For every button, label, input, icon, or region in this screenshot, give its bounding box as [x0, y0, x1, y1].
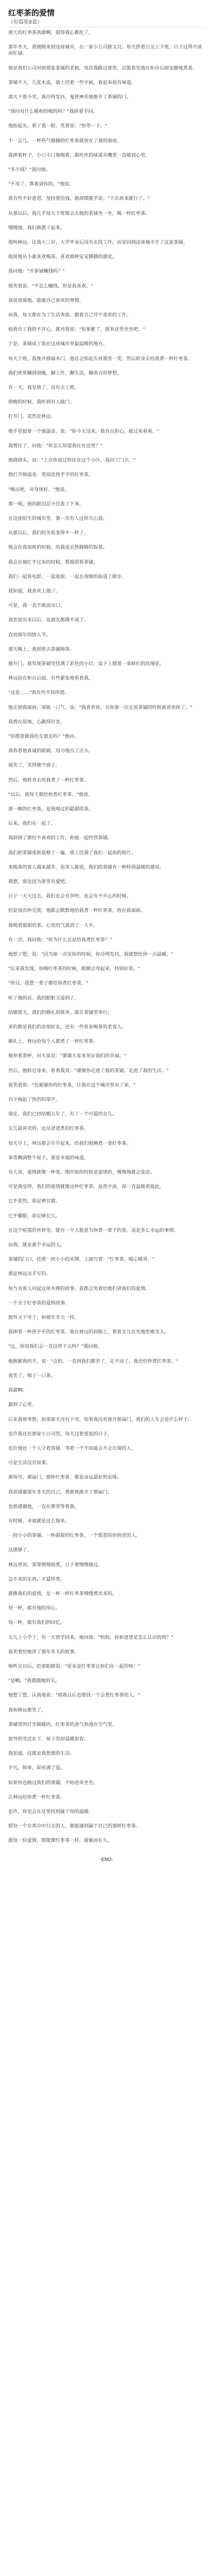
- paragraph: 他会在我加班的时候，给我送去热腾腾的饭菜。: [8, 545, 108, 551]
- paragraph-gap: [8, 887, 205, 893]
- paragraph-gap: [8, 350, 205, 356]
- paragraph: 慢慢地，我们熟悉了起来。: [8, 225, 65, 231]
- paragraph-gap: [8, 1352, 205, 1359]
- paragraph: 推开门，我发现茶铺里挂满了彩色的小灯，桌子上摆着一束鲜红的玫瑰花。: [8, 660, 165, 667]
- paragraph-gap: [8, 974, 205, 980]
- paragraph-gap: [8, 364, 205, 370]
- page-subtitle: （短篇集8篇）: [8, 20, 43, 25]
- paragraph-gap: [8, 1411, 205, 1417]
- paragraph-gap: [8, 451, 205, 457]
- paragraph: 我很感谢那年冬天的自己，勇敢地推开了那扇门。: [8, 1489, 113, 1495]
- paragraph-gap: [8, 1512, 205, 1518]
- paragraph: 我看着他真诚的眼睛，用力地点了点头。: [8, 748, 94, 754]
- paragraph-gap: [8, 844, 205, 850]
- paragraph: 有一天，我发烧了，没有去上班。: [8, 385, 79, 391]
- paragraph: "所以，我想一辈子都给你煮红枣茶。": [8, 980, 88, 987]
- paragraph-gap: [8, 873, 205, 879]
- page-title: 红枣茶的爱情: [8, 8, 55, 18]
- paragraph-gap: [8, 74, 205, 80]
- paragraph-gap: [8, 1091, 205, 1097]
- paragraph-gap: [8, 1483, 205, 1489]
- paragraph: 那场雪，那扇门，那杯红枣茶，都是命运最好的安排。: [8, 1475, 122, 1481]
- paragraph: "以后，我每天都给你煮红枣茶。"他说。: [8, 791, 93, 798]
- paragraph: "不用了，算我请你的。"他说。: [8, 181, 74, 188]
- paragraph-gap: [8, 1032, 205, 1039]
- paragraph: 窗外又下雪了，和那年冬天一样。: [8, 1315, 79, 1321]
- paragraph-gap: [8, 175, 205, 181]
- paragraph-gap: [8, 1222, 205, 1228]
- paragraph-gap: [8, 1207, 205, 1213]
- paragraph: 日子一天天过去，我们也会有争吵，也会有不开心的时候。: [8, 893, 131, 900]
- paragraph: 每当有客人问起这块木牌的故事，我都会笑着给他们讲我们的爱情。: [8, 1285, 150, 1292]
- paragraph: 我捧着杯子，小口小口地喝着，甜丝丝的味道从嘴里一直暖到心里。: [8, 152, 150, 158]
- paragraph-gap: [8, 1381, 205, 1387]
- paragraph: 在这个喧嚣的世界里，能有一个人愿意为你煮一辈子的茶，该是多么幸运的事情。: [8, 1227, 179, 1233]
- paragraph-gap: [8, 727, 205, 734]
- paragraph-gap: [8, 1425, 205, 1431]
- paragraph: "这是……"我有些不知所措。: [8, 690, 69, 696]
- paragraph: 可是我觉得，我们的爱情就像这杯红枣茶，虽然平淡，却一直温暖着彼此。: [8, 1184, 165, 1190]
- paragraph-gap: [8, 1163, 205, 1170]
- paragraph-gap: [8, 292, 205, 298]
- paragraph-gap: [8, 684, 205, 690]
- paragraph-gap: [8, 262, 205, 268]
- paragraph-gap: [8, 1759, 205, 1765]
- paragraph-gap: [8, 1744, 205, 1751]
- paragraph: 结婚那天，我们的婚礼很简单，就在茶铺里举行。: [8, 1009, 113, 1015]
- paragraph-gap: [8, 1832, 205, 1838]
- paragraph: 可是生活没有如果。: [8, 1460, 51, 1466]
- paragraph: 他看出了我的不开心，就对我说："如果累了，就来这里坐坐吧。": [8, 327, 145, 333]
- paragraph-gap: [8, 1018, 205, 1024]
- paragraph-gap: [8, 1337, 205, 1344]
- paragraph: 他握紧我的手，说："会的，一直到我们都老了，走不动了，我还给你煮红枣茶。": [8, 1358, 179, 1364]
- paragraph-gap: [8, 1701, 205, 1707]
- paragraph-gap: [8, 669, 205, 675]
- paragraph-gap: [8, 1716, 205, 1722]
- paragraph-gap: [8, 1294, 205, 1300]
- paragraph-gap: [8, 320, 205, 327]
- paragraph: 我捧着一杯热乎乎的红枣茶，靠在林远的肩膀上，看着女儿在雪地里堆雪人。: [8, 1329, 169, 1335]
- paragraph: 我知道，我喜欢上他了。: [8, 588, 61, 594]
- paragraph-gap: [8, 205, 205, 211]
- paragraph-gap: [8, 1686, 205, 1692]
- paragraph-gap: [8, 1323, 205, 1329]
- paragraph-gap: [8, 1192, 205, 1198]
- paragraph: 这就够了。: [8, 1547, 32, 1553]
- paragraph: 也很感谢他，一直在那里等着我。: [8, 1503, 79, 1510]
- paragraph-gap: [8, 800, 205, 806]
- paragraph: 一间小小的茶铺，一杯甜甜的红枣茶，一个愿意陪你到老的人。: [8, 1533, 141, 1539]
- paragraph-gap: [8, 1367, 205, 1373]
- paragraph: 他挠挠头，说："上次你说过你住在这个小区，我问了门卫。": [8, 457, 136, 464]
- paragraph: 他笑着说："不怎么赚钱，但是我喜欢。": [8, 283, 93, 289]
- paragraph: 然后，他转过身来，看着我说："谢谢你走进了我的茶铺，走进了我的生活。": [8, 1067, 169, 1074]
- paragraph-gap: [8, 1657, 205, 1664]
- paragraph-gap: [8, 1280, 205, 1286]
- paragraph-gap: [8, 1062, 205, 1068]
- paragraph-gap: [8, 422, 205, 429]
- paragraph-gap: [8, 713, 205, 719]
- paragraph: 愿每一份爱情，都能像红枣茶一样，甜蜜而长久。: [8, 1838, 113, 1844]
- paragraph-gap: [8, 742, 205, 748]
- paragraph: 他抬起头，看了我一眼，笑着说："你等一下。": [8, 123, 108, 129]
- paragraph: 茶铺不大，几张木桌，墙上挂着一些字画，看起来很有味道。: [8, 79, 136, 86]
- paragraph: 那天的红枣茶真甜啊，甜得我心都化了。: [8, 30, 94, 36]
- paragraph: 茶铺里的灯光暖暖的，红枣茶的香气弥漫在空气里。: [8, 1721, 117, 1727]
- paragraph-gap: [8, 1454, 205, 1460]
- paragraph: "远，你说我们会一直这样下去吗？"我问他。: [8, 1344, 103, 1350]
- paragraph: 我笑着说："也谢谢你的红枣茶，让我在这个城市里有了家。": [8, 1082, 136, 1088]
- paragraph-gap: [8, 1309, 205, 1315]
- paragraph: 从那以后，我们的关系变得不一样了。: [8, 530, 89, 536]
- paragraph: 我们常常聊到很晚，聊工作，聊生活，聊各自的梦想。: [8, 370, 122, 376]
- paragraph: 我想，那是因为茶里有爱吧。: [8, 878, 70, 885]
- paragraph-gap: [8, 1396, 205, 1402]
- paragraph: 台下响起了热烈的掌声。: [8, 1097, 61, 1103]
- paragraph-gap: [8, 1541, 205, 1547]
- paragraph-gap: [8, 132, 205, 138]
- paragraph-gap: [8, 1076, 205, 1082]
- paragraph: 不一会儿，一杯热气腾腾的红枣茶就放在了我的面前。: [8, 138, 122, 144]
- paragraph: 茶香飘满整个屋子，那是幸福的味道。: [8, 1155, 89, 1161]
- paragraph-gap: [8, 1105, 205, 1111]
- paragraph: 就像我们的爱情，是一杯一杯红枣茶慢慢煮出来的。: [8, 1590, 117, 1597]
- paragraph: 来的都是我们的亲朋好友，还有一些常来喝茶的老客人。: [8, 1024, 127, 1030]
- paragraph: 他叫林远，比我大三岁，大学毕业后没有去找工作，而是回到这座城市开了这家茶铺。: [8, 240, 188, 246]
- paragraph: 婚礼上，林远给每个人都煮了一杯红枣茶。: [8, 1039, 98, 1045]
- paragraph: 从那以后，我几乎每天下班都会去他的茶铺坐一坐，喝一杯红枣茶。: [8, 210, 150, 216]
- paragraph: 我笑着给她讲了那年冬天的故事。: [8, 1649, 79, 1655]
- paragraph-gap: [8, 553, 205, 560]
- paragraph: 打开门，竟然是林远。: [8, 414, 56, 420]
- paragraph: 林远常说，茶要慢慢地煮，日子要慢慢地过。: [8, 1562, 103, 1568]
- paragraph: 窗外的雪还在下，屋子里却温暖如春。: [8, 1736, 89, 1742]
- paragraph: 来喝茶的客人越来越多，很多人都说，我们的茶铺有一种特别温暖的感觉。: [8, 864, 165, 870]
- paragraph: 我辞掉了那份不喜欢的工作，和他一起经营茶铺。: [8, 835, 113, 841]
- paragraph-gap: [8, 437, 205, 443]
- paragraph-gap: [8, 1599, 205, 1605]
- paragraph: 我问他："开茶铺赚钱吗？": [8, 268, 65, 275]
- paragraph: "请问有什么暖和的喝的吗？"我搓着手问。: [8, 109, 98, 115]
- paragraph-gap: [8, 917, 205, 923]
- paragraph-gap: [8, 1149, 205, 1155]
- paragraph-gap: [8, 1498, 205, 1504]
- paragraph-gap: [8, 1265, 205, 1271]
- paragraph: 真甜啊。: [8, 1387, 27, 1394]
- paragraph: 我知道，这就是我想要的生活。: [8, 1751, 75, 1757]
- paragraph: 也许我还在那家小公司里，每天过着重复的日子。: [8, 1431, 113, 1437]
- paragraph: 那年冬天，我刚刚来到这座城市，在一家小公司做文员。每天挤着公交上下班，日子过得平淡而忙碌。: [8, 44, 202, 57]
- paragraph-gap: [8, 1047, 205, 1053]
- paragraph: 那天晚上，我照常去茶铺喝茶。: [8, 646, 75, 652]
- paragraph-gap: [8, 1527, 205, 1533]
- paragraph: 那是林远亲手写的。: [8, 1271, 51, 1277]
- paragraph-gap: [8, 190, 205, 196]
- paragraph: 女儿上小学了，有一天放学回来，她问我："妈妈，你和爸爸是怎么认识的呀？": [8, 1634, 173, 1640]
- paragraph-gap: [8, 1120, 205, 1126]
- paragraph-gap: [8, 626, 205, 632]
- paragraph: 我愣在原地，心跳得厉害。: [8, 719, 65, 725]
- paragraph-gap: [8, 1004, 205, 1010]
- paragraph-gap: [8, 306, 205, 312]
- paragraph-gap: [8, 1614, 205, 1620]
- paragraph-gap: [8, 1556, 205, 1562]
- paragraph-gap: [8, 829, 205, 835]
- paragraph-gap: [8, 233, 205, 240]
- paragraph-gap: [8, 1570, 205, 1577]
- paragraph: 也许他还一个人守着茶铺，等着一个不知道会不会出现的人。: [8, 1445, 136, 1451]
- paragraph-gap: [8, 786, 205, 792]
- paragraph: 他打开保温壶，里面是热乎乎的红枣茶。: [8, 472, 94, 478]
- paragraph-gap: [8, 1817, 205, 1823]
- paragraph-gap: [8, 699, 205, 705]
- paragraph: 然后，他转身去给我煮了一杯红枣茶。: [8, 777, 89, 783]
- paragraph-gap: [8, 931, 205, 937]
- paragraph-gap: [8, 88, 205, 94]
- paragraph: 有人说，爱情就像一杯茶，刚开始的时候是滚烫的，慢慢地就会变凉。: [8, 1170, 155, 1176]
- paragraph-gap: [8, 902, 205, 908]
- paragraph-gap: [8, 756, 205, 762]
- paragraph: 可是，我一直不敢说出口。: [8, 603, 65, 609]
- paragraph-gap: [8, 771, 205, 777]
- paragraph: 他想了想，说："因为第一次见你的时候，你冷得发抖，我就想给你一点温暖。": [8, 952, 173, 957]
- paragraph: 傍晚的时候，我听到有人敲门。: [8, 399, 75, 405]
- paragraph: 于是，茶铺成了我在这座城市里最温暖的地方。: [8, 341, 108, 347]
- paragraph: 他举着茶杯，对大家说："谢谢大家来见证我们的幸福。": [8, 1053, 126, 1059]
- paragraph: 每一杯，都有他的用心。: [8, 1605, 61, 1612]
- paragraph: 平凡，简单，却充满了爱。: [8, 1765, 65, 1771]
- paragraph: 直到那年的情人节。: [8, 632, 51, 638]
- paragraph: 有时候，幸福就是这么简单。: [8, 1518, 70, 1524]
- paragraph: 它不耀眼，却足够长久。: [8, 1213, 61, 1219]
- paragraph-gap: [8, 1788, 205, 1794]
- paragraph: 我笑了，喝了一口茶。: [8, 1372, 56, 1379]
- paragraph: 每一杯，都有我们的回忆。: [8, 1620, 65, 1626]
- paragraph: 每天下班，我推开那扇木门，他总会抬起头对我笑一笑，然后转身去给我煮一杯红枣茶。: [8, 355, 193, 362]
- paragraph-gap: [8, 248, 205, 254]
- paragraph: 我有些不好意思，坚持要给钱，他却摆摆手说："下次再来就行了。": [8, 196, 150, 202]
- paragraph-gap: [8, 1178, 205, 1184]
- paragraph-gap: [8, 524, 205, 530]
- paragraph: 如果你也路过我们的茶铺，不妨进来坐坐。: [8, 1780, 98, 1786]
- paragraph-gap: [8, 1250, 205, 1257]
- paragraph-gap: [8, 393, 205, 399]
- paragraph: 而我，就是那个幸运的人。: [8, 1242, 65, 1248]
- paragraph-gap: [8, 1236, 205, 1242]
- paragraph: 那天下着小雪，我冷得发抖，鬼使神差地推开了茶铺的门。: [8, 94, 131, 100]
- paragraph: 女儿最喜欢的，也是爸爸煮的红枣茶。: [8, 1126, 89, 1132]
- paragraph-gap: [8, 1672, 205, 1678]
- paragraph: "喝点吧，对身体好。"他说。: [8, 486, 69, 493]
- paragraph-gap: [8, 1134, 205, 1141]
- paragraph: 林远站在柜台后面，有些紧张地看着我。: [8, 675, 94, 682]
- paragraph: 现在，我们已经结婚五年了，有了一个可爱的女儿。: [8, 1111, 117, 1117]
- paragraph-gap: [8, 161, 205, 167]
- paragraph: 他说他从小就喜欢喝茶，喜欢那种安安静静的感觉。: [8, 254, 117, 260]
- paragraph: 也许，你也会在这里找到属于你的温暖。: [8, 1808, 94, 1815]
- paragraph: 茶铺的门口，挂着一块小小的木牌，上面写着："红枣茶，暖心暖胃。": [8, 1257, 155, 1263]
- paragraph: 那一晚的红枣茶，是我喝过的最甜的茶。: [8, 806, 94, 812]
- paragraph-gap: [8, 597, 205, 603]
- paragraph: 我们一起看电影，一起逛街，一起在夜晚的街道上散步。: [8, 573, 127, 580]
- paragraph-gap: [8, 960, 205, 966]
- paragraph: 他是我们公司对面那家茶铺的老板，每次我路过那里，总能看见他在柜台后面安静地煮茶。: [8, 65, 198, 71]
- paragraph: 后来我常常想，如果那天没有下雪，如果我没有推开那扇门，我们的人生会是什么样子。: [8, 1416, 193, 1422]
- paragraph-gap: [8, 1585, 205, 1591]
- paragraph-gap: [8, 59, 205, 65]
- paragraph-gap: [8, 640, 205, 647]
- paragraph: 在这座陌生的城市里，第一次有人这样关心我。: [8, 515, 108, 521]
- paragraph: 我和林远都笑了。: [8, 1707, 46, 1713]
- paragraph: 他走到我面前，深吸一口气，说："我喜欢你，从你第一次走进茶铺的时候就喜欢你了。": [8, 704, 192, 710]
- paragraph-gap: [8, 466, 205, 472]
- paragraph-gap: [8, 1774, 205, 1780]
- paragraph-gap: [8, 945, 205, 952]
- paragraph-gap: [8, 611, 205, 617]
- paragraph: 让林远给你煮一杯红枣茶。: [8, 1794, 65, 1800]
- paragraph-gap: [8, 117, 205, 123]
- paragraph-gap: [8, 481, 205, 487]
- paragraph: "你愿意做我的女朋友吗？"他问。: [8, 733, 79, 739]
- paragraph-gap: [8, 582, 205, 588]
- paragraph: 我怕说出来以后，连朋友都做不成了。: [8, 617, 89, 623]
- paragraph: 那一刻，我的眼泪忍不住流了下来。: [8, 501, 84, 507]
- paragraph-gap: [8, 277, 205, 283]
- paragraph-gap: [8, 1803, 205, 1809]
- paragraph-gap: [8, 989, 205, 995]
- paragraph-gap: [8, 815, 205, 821]
- paragraph-gap: [8, 1629, 205, 1635]
- paragraph: 愿每一个在寒冷中行走的人，都能遇到属于自己的那杯红枣茶。: [8, 1823, 141, 1829]
- paragraph: 他笑了，笑得像个孩子。: [8, 762, 61, 769]
- paragraph-gap: [8, 219, 205, 225]
- paragraph: 我们把茶铺重新装修了一遍，墙上挂满了我们一起拍的照片。: [8, 850, 136, 856]
- paragraph-gap: [8, 1643, 205, 1649]
- paragraph: "多少钱？"我问他。: [8, 167, 50, 173]
- paragraph: "后来我发现，你喝红枣茶的时候，眼睛会弯起来，特别好看。": [8, 966, 140, 972]
- paragraph-gap: [8, 495, 205, 501]
- paragraph: 每天早上，林远都会早早起来，给我们娘俩煮一壶红枣茶。: [8, 1140, 131, 1146]
- paragraph-gap: [8, 379, 205, 385]
- paragraph: 而我，每天都在为了生活奔波，做着自己并不喜欢的工作。: [8, 312, 131, 318]
- paragraph-gap: [8, 1846, 205, 1853]
- paragraph-gap: [8, 1468, 205, 1475]
- paragraph-gap: [8, 1730, 205, 1736]
- paragraph-gap: [8, 568, 205, 574]
- paragraph-gap: [8, 510, 205, 516]
- paragraph: 我很羡慕他，能做自己喜欢的事情。: [8, 297, 84, 303]
- paragraph: 后来，我们在一起了。: [8, 821, 56, 827]
- paragraph: 我愣住了，问他："你怎么知道我住在这里？": [8, 443, 103, 449]
- paragraph-gap: [8, 146, 205, 152]
- paragraph-gap: [8, 858, 205, 865]
- paragraph: 听了他的话，我的眼眶又湿润了。: [8, 995, 79, 1001]
- paragraph: 急不来的东西，才最珍贵。: [8, 1576, 65, 1582]
- paragraph-gap: [8, 103, 205, 109]
- paragraph: 我喝着甜甜的茶，心里的气就消了一大半。: [8, 922, 98, 928]
- article-body: [8, 30, 205, 1862]
- paragraph: 甜到了心里。: [8, 1402, 37, 1408]
- paragraph-gap: [8, 655, 205, 661]
- paragraph-gap: [8, 538, 205, 545]
- paragraph-gap: [8, 38, 205, 44]
- paragraph: 她听完以后，眨着眼睛说："原来是红枣茶让你们在一起的呀！": [8, 1663, 140, 1669]
- paragraph: 有一次，我问他："你为什么总是给我煮红枣茶？": [8, 937, 112, 943]
- paragraph: 她想了想，认真地说："那我以后也要找一个会煮红枣茶的人。": [8, 1692, 140, 1699]
- paragraph: 但是每次吵完架，他都会默默地给我煮一杯红枣茶，放在我面前。: [8, 908, 146, 914]
- paragraph: 一个关于红枣茶的爱情故事。: [8, 1300, 70, 1306]
- paragraph-gap: [8, 408, 205, 414]
- paragraph: 我会在他忙不过来的时候，帮他照看茶铺。: [8, 559, 98, 565]
- paragraph-gap: [8, 335, 205, 341]
- end-mark: -END-: [99, 1856, 114, 1862]
- paragraph: "是啊。"我摸摸她的头。: [8, 1678, 60, 1684]
- paragraph-gap: [8, 1439, 205, 1446]
- paragraph: 它不浓烈，却足够甘甜。: [8, 1198, 61, 1205]
- paragraph: 他手里提着一个保温壶，说："你今天没来，我有点担心，就过来看看。": [8, 428, 159, 434]
